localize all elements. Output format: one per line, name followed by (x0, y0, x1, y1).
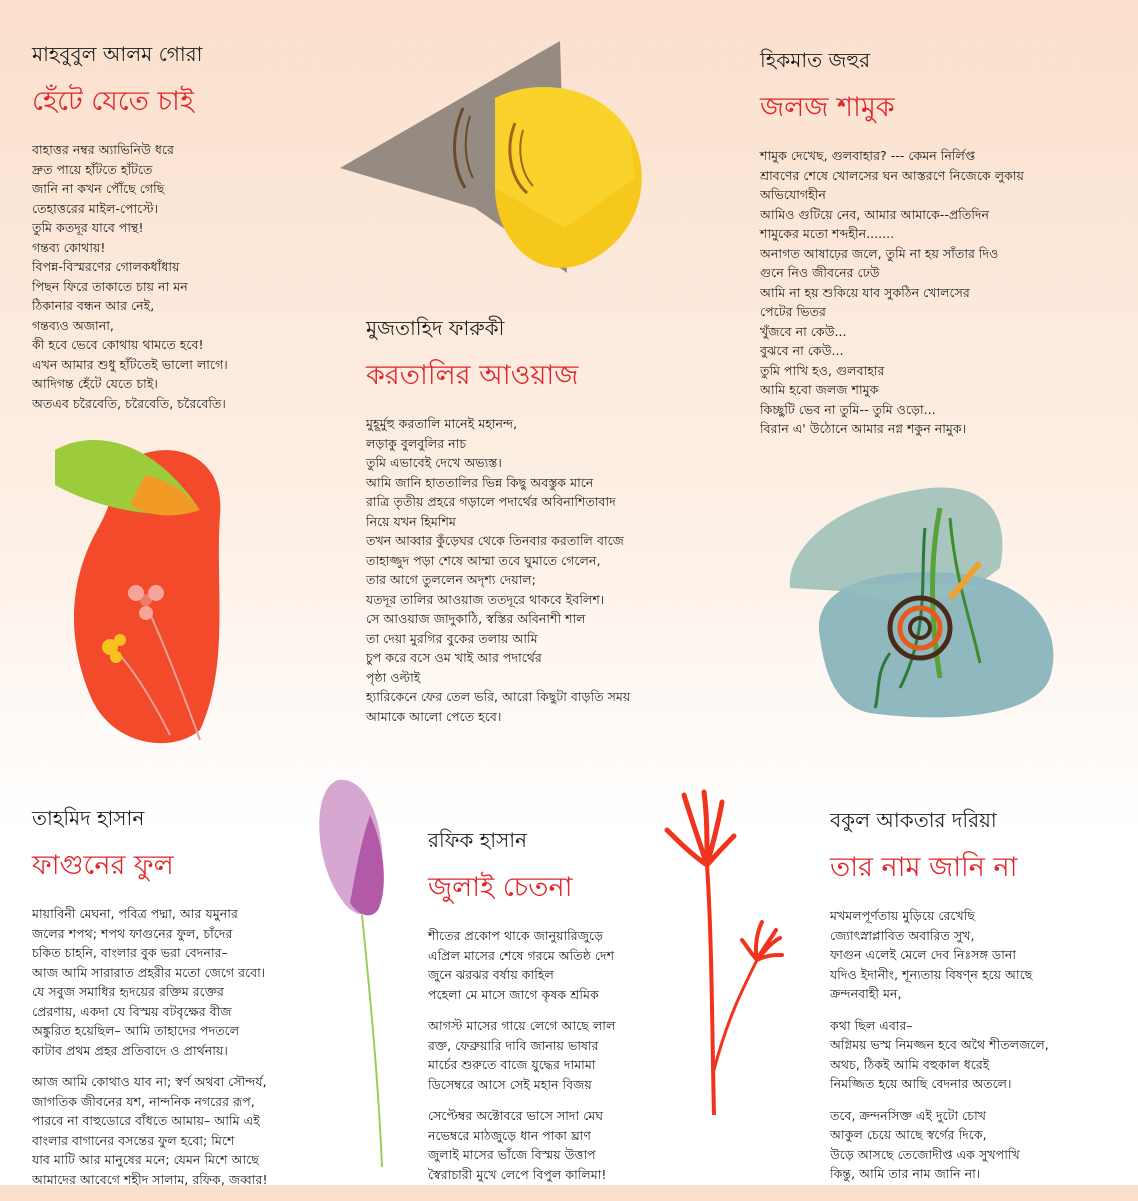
poem-author: রফিক হাসান (428, 828, 527, 852)
poem-stanza: তবে, ক্রন্দনসিক্ত এই দুটো চোখ আকুল চেয়ে আছে স্বর্গের দিকে, উড়ে আসছে তেজোদীপ্ত এক সুখপাখি কিন্তু, আমি তার নাম জানি না। (830, 1107, 1020, 1181)
red-hands-illustration (662, 790, 787, 1120)
poem-stanza: মখমলপূর্ণতায় মুড়িয়ে রেখেছি জ্যোৎস্নাপ্লাবিত অবারিত সুখ, ফাগুন এলেই মেলে দেব নিঃসঙ্গ ডানা যদিও ইদানীং, শূন্যতায় বিষণ্ন হয়ে আছে ক্রন্দনবাহী মন, (830, 908, 1033, 1001)
poem-mahbubul (32, 40, 332, 425)
poem-rafiq (428, 826, 663, 1196)
poem-author: বকুল আকতার দরিয়া (830, 808, 997, 832)
abstract-fruit-illustration (335, 38, 655, 278)
poem-stanza: মায়াবিনী মেঘনা, পবিত্র পদ্মা, আর যমুনার জলের শপথ; শপথ ফাগুনের ফুল, চাঁদের চকিত চাহনি, বাংলার বুক ভরা বেদনার– আজ আমি সারারাত প্রহরীর মতো জেগে রবো। যে সবুজ সমাধির হৃদয়ের রক্তিম রক্তের প্রেরণায়, একদা যে বিস্ময় বটবৃক্ষের বীজ অঙ্কুরিত হয়েছিল– আমি তাহাদের পদতলে কাটাব প্রথম প্রহর প্রতিবাদে ও প্রার্থনায়। (32, 906, 266, 1058)
poem-title: হেঁটে যেতে চাই (32, 86, 194, 117)
poem-stanza: সেপ্টেম্বর অক্টোবরে ভাসে সাদা মেঘ নভেম্বরে মাঠজুড়ে ধান পাকা ঘ্রাণ জুলাই মাসের ভাঁজে বিস্ময় উত্তাপ স্বৈরাচারী মুখে লেপে বিপুল কালিমা! (428, 1108, 607, 1182)
poem-bakul (830, 806, 1120, 1196)
poem-stanza: বাহাত্তর নম্বর অ্যাভিনিউ ধরে দ্রুত পায়ে হাঁটতে হাঁটতে জানি না কখন পৌঁছে গেছি তেহাত্তরের মাইল-পোস্টে। তুমি কতদূর যাবে পান্থ! গন্তব্য কোথায়! বিপন্ন-বিস্মরণের গোলকধাঁধায় পিছন ফিরে তাকাতে চায় না মন ঠিকানার বন্ধন আর নেই, গন্তব্যও অজানা, কী হবে ভেবে কোথায় থামতে হবে! এখন আমার শুধু হাঁটতেই ভালো লাগে। আদিগন্ত হেঁটে যেতে চাই। অতএব চরৈবেতি, চরৈবেতি, চরৈবেতি। (32, 142, 228, 411)
poem-stanza: শামুক দেখেছ, গুলবাহার? --- কেমন নির্লিপ্ত শ্রাবণের শেষে খোলসের ঘন আস্তরণে নিজেকে লুকায় অভিযোগহীন আমিও গুটিয়ে নেব, আমার আমাকে--প্রতিদিন শামুকের মতো শব্দহীন....... অনাগত আষাঢ়ের জলে, তুমি না হয় সাঁতার দিও গুনে নিও জীবনের ঢেউ আমি না হয় শুকিয়ে যাব সুকঠিন খোলসের পেটের ভিতর খুঁজবে না কেউ... বুঝবে না কেউ... তুমি পাখি হও, গুলবাহার আমি হবো জলজ শামুক কিচ্ছুটি ভেব না তুমি-- তুমি ওড়ো... বিরান এ' উঠোনে আমার নগ্ন শকুন নামুক। (760, 148, 1024, 436)
snail-illustration (780, 478, 1060, 723)
poem-tahmid (32, 804, 327, 1201)
poem-stanza: আগস্ট মাসের গায়ে লেগে আছে লাল রক্ত, ফেব্রুয়ারি দাবি জানায় ভাষার মার্চের শুরুতে বাজে যুদ্ধের দামামা ডিসেম্বরে আসে সেই মহান বিজয় (428, 1018, 616, 1092)
poem-author: মুজতাহিদ ফারুকী (366, 316, 505, 340)
poem-stanza: শীতের প্রকোপ থাকে জানুয়ারিজুড়ে এপ্রিল মাসের শেষে গরমে অতিষ্ঠ দেশ জুনে ঝরঝর বর্ষায় কাহিল পহেলা মে মাসে জাগে কৃষক শ্রমিক (428, 928, 615, 1002)
poem-title: ফাগুনের ফুল (32, 850, 174, 881)
poem-author: তাহমিদ হাসান (32, 806, 145, 830)
poem-stanza: কথা ছিল এবার– অগ্নিময় ভস্ম নিমজ্জন হবে অথৈ শীতলজলে, অথচ, ঠিকই আমি বহুকাল ধরেই নিমজ্জিত হয়ে আছি বেদনার অতলে। (830, 1017, 1049, 1091)
poem-hikmat (760, 46, 1105, 451)
poem-author: মাহবুবুল আলম গোরা (32, 42, 203, 66)
poem-title: জুলাই চেতনা (428, 872, 573, 903)
poem-author: হিকমাত জহুর (760, 48, 871, 72)
poem-mujtahid (366, 314, 696, 738)
poem-title: তার নাম জানি না (830, 852, 1018, 883)
poem-title: জলজ শামুক (760, 92, 895, 123)
poem-stanza: আজ আমি কোথাও যাব না; স্বর্ণ অথবা সৌন্দর্য, জাগতিক জীবনের যশ, নান্দনিক নগরের রূপ, পারবে না বাহুডোরে বাঁধতে আমায়– আমি এই বাংলার বাগানের বসন্তের ফুল হবো; মিশে যাব মাটি আর মানুষের মনে; যেমন মিশে আছে আমাদের আবেগে শহীদ সালাম, রফিক, জব্বার! (32, 1074, 268, 1187)
poem-stanza: মুহূর্মুহু করতালি মানেই মহানন্দ, লড়াকু বুলবুলির নাচ তুমি এভাবেই দেখে অভ্যস্ত। আমি জানি হাততালির ভিন্ন কিছু অবস্তুক মানে রাত্রি তৃতীয় প্রহরে গড়ালে পদার্থের অবিনাশিতাবাদ নিয়ে যখন হিমশিম তখন আব্বার কুঁড়েঘর থেকে তিনবার করতালি বাজে তাহাজ্জুদ পড়া শেষে আম্মা তবে ঘুমাতে গেলেন, তার আগে তুললেন অদৃশ্য দেয়াল; যতদূর তালির আওয়াজ ততদূরে থাকবে ইবলিশ। সে আওয়াজ জাদুকাঠি, স্বস্তির অবিনাশী শাল তা দেয়া মুরগির বুকের তলায় আমি চুপ করে বসে ওম খাই আর পদার্থের পৃষ্ঠা ওল্টাই হ্যারিকেনে ফের তেল ভরি, আরো কিছুটা বাড়তি সময় আমাকে আলো পেতে হবে। (366, 416, 631, 724)
poem-title: করতালির আওয়াজ (366, 360, 579, 391)
red-leaf-flower-illustration (50, 435, 230, 750)
